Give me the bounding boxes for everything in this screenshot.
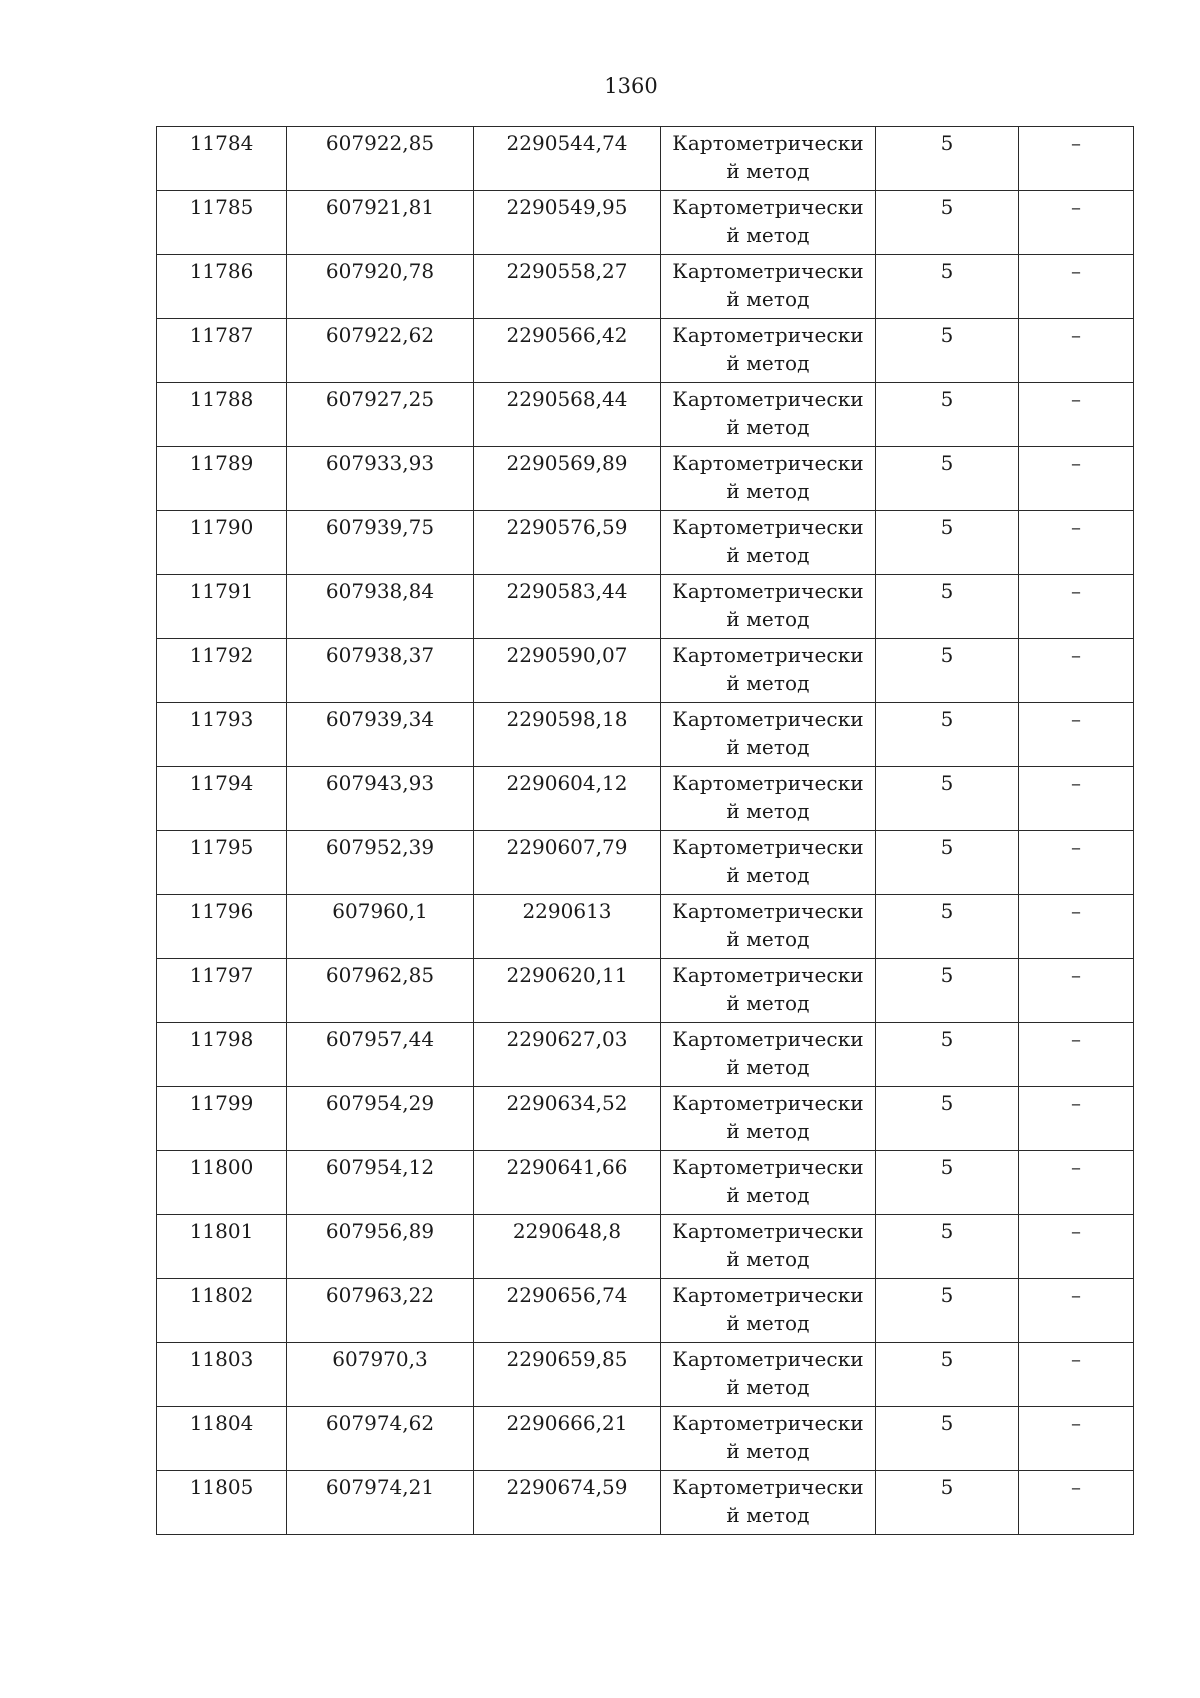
table-row — [157, 639, 1134, 703]
method-text: Картометрический метод — [672, 195, 864, 247]
point-number-text: 11788 — [189, 387, 254, 411]
y-coordinate-text: 2290566,42 — [506, 323, 628, 347]
method-cell — [661, 703, 876, 767]
table-row — [157, 127, 1134, 191]
method-cell — [661, 511, 876, 575]
point-number-cell — [157, 319, 287, 383]
method-cell — [661, 1407, 876, 1471]
x-coordinate-cell — [287, 895, 474, 959]
x-coordinate-text: 607970,3 — [332, 1347, 428, 1371]
method-text: Картометрический метод — [672, 1283, 864, 1335]
accuracy-cell — [876, 447, 1019, 511]
y-coordinate-text: 2290620,11 — [506, 963, 628, 987]
y-coordinate-cell — [474, 575, 661, 639]
accuracy-text: 5 — [940, 515, 954, 539]
point-number-cell — [157, 895, 287, 959]
point-number-cell — [157, 575, 287, 639]
note-cell — [1019, 1087, 1134, 1151]
method-cell — [661, 1279, 876, 1343]
method-text: Картометрический метод — [672, 899, 864, 951]
point-number-cell — [157, 1023, 287, 1087]
y-coordinate-cell — [474, 447, 661, 511]
x-coordinate-text: 607939,34 — [325, 707, 435, 731]
note-cell — [1019, 1343, 1134, 1407]
x-coordinate-text: 607957,44 — [325, 1027, 435, 1051]
method-text: Картометрический метод — [672, 643, 864, 695]
note-cell — [1019, 255, 1134, 319]
x-coordinate-cell — [287, 383, 474, 447]
y-coordinate-text: 2290558,27 — [506, 259, 628, 283]
method-cell — [661, 895, 876, 959]
method-text: Картометрический метод — [672, 1411, 864, 1463]
point-number-cell — [157, 1343, 287, 1407]
y-coordinate-cell — [474, 895, 661, 959]
y-coordinate-cell — [474, 255, 661, 319]
x-coordinate-text: 607920,78 — [325, 259, 435, 283]
method-cell — [661, 767, 876, 831]
accuracy-cell — [876, 703, 1019, 767]
x-coordinate-text: 607938,84 — [325, 579, 435, 603]
y-coordinate-cell — [474, 319, 661, 383]
accuracy-cell — [876, 895, 1019, 959]
method-text: Картометрический метод — [672, 1155, 864, 1207]
point-number-cell — [157, 383, 287, 447]
method-text: Картометрический метод — [672, 835, 864, 887]
y-coordinate-cell — [474, 1279, 661, 1343]
method-text: Картометрический метод — [672, 1091, 864, 1143]
point-number-text: 11795 — [189, 835, 254, 859]
x-coordinate-text: 607943,93 — [325, 771, 435, 795]
x-coordinate-text: 607956,89 — [325, 1219, 435, 1243]
table-row — [157, 831, 1134, 895]
y-coordinate-text: 2290674,59 — [506, 1475, 628, 1499]
table-row — [157, 1087, 1134, 1151]
x-coordinate-cell — [287, 511, 474, 575]
accuracy-text: 5 — [940, 1027, 954, 1051]
point-number-text: 11787 — [189, 323, 254, 347]
method-cell — [661, 319, 876, 383]
note-text: – — [1071, 1091, 1081, 1115]
point-number-text: 11789 — [189, 451, 254, 475]
y-coordinate-cell — [474, 1343, 661, 1407]
accuracy-cell — [876, 1471, 1019, 1535]
note-text: – — [1071, 835, 1081, 859]
note-cell — [1019, 1407, 1134, 1471]
y-coordinate-text: 2290576,59 — [506, 515, 628, 539]
method-cell — [661, 639, 876, 703]
x-coordinate-cell — [287, 127, 474, 191]
y-coordinate-text: 2290648,8 — [512, 1219, 622, 1243]
note-cell — [1019, 511, 1134, 575]
y-coordinate-cell — [474, 1023, 661, 1087]
point-number-cell — [157, 1407, 287, 1471]
table-row — [157, 575, 1134, 639]
x-coordinate-cell — [287, 831, 474, 895]
accuracy-text: 5 — [940, 451, 954, 475]
method-cell — [661, 831, 876, 895]
x-coordinate-cell — [287, 255, 474, 319]
accuracy-text: 5 — [940, 963, 954, 987]
point-number-text: 11796 — [189, 899, 254, 923]
note-cell — [1019, 767, 1134, 831]
note-text: – — [1071, 451, 1081, 475]
x-coordinate-cell — [287, 1151, 474, 1215]
x-coordinate-text: 607963,22 — [325, 1283, 435, 1307]
point-number-text: 11803 — [189, 1347, 254, 1371]
point-number-text: 11785 — [189, 195, 254, 219]
note-cell — [1019, 959, 1134, 1023]
point-number-cell — [157, 1215, 287, 1279]
point-number-cell — [157, 127, 287, 191]
y-coordinate-cell — [474, 831, 661, 895]
note-cell — [1019, 1215, 1134, 1279]
accuracy-cell — [876, 767, 1019, 831]
x-coordinate-cell — [287, 639, 474, 703]
accuracy-cell — [876, 1151, 1019, 1215]
x-coordinate-cell — [287, 1023, 474, 1087]
note-cell — [1019, 575, 1134, 639]
accuracy-text: 5 — [940, 1411, 954, 1435]
y-coordinate-text: 2290604,12 — [506, 771, 628, 795]
x-coordinate-text: 607954,29 — [325, 1091, 435, 1115]
x-coordinate-cell — [287, 703, 474, 767]
y-coordinate-cell — [474, 703, 661, 767]
table-row — [157, 703, 1134, 767]
accuracy-cell — [876, 639, 1019, 703]
accuracy-text: 5 — [940, 1155, 954, 1179]
x-coordinate-text: 607952,39 — [325, 835, 435, 859]
y-coordinate-cell — [474, 1471, 661, 1535]
y-coordinate-cell — [474, 639, 661, 703]
method-cell — [661, 575, 876, 639]
point-number-cell — [157, 703, 287, 767]
y-coordinate-cell — [474, 1151, 661, 1215]
accuracy-cell — [876, 191, 1019, 255]
method-text: Картометрический метод — [672, 451, 864, 503]
point-number-text: 11805 — [189, 1475, 254, 1499]
point-number-cell — [157, 831, 287, 895]
x-coordinate-text: 607962,85 — [325, 963, 435, 987]
method-cell — [661, 383, 876, 447]
accuracy-text: 5 — [940, 771, 954, 795]
method-text: Картометрический метод — [672, 131, 864, 183]
method-cell — [661, 191, 876, 255]
y-coordinate-cell — [474, 959, 661, 1023]
point-number-cell — [157, 1279, 287, 1343]
y-coordinate-text: 2290569,89 — [506, 451, 628, 475]
x-coordinate-text: 607922,85 — [325, 131, 435, 155]
note-text: – — [1071, 1219, 1081, 1243]
x-coordinate-text: 607933,93 — [325, 451, 435, 475]
y-coordinate-text: 2290607,79 — [506, 835, 628, 859]
point-number-text: 11790 — [189, 515, 254, 539]
table-body — [157, 127, 1134, 1535]
note-text: – — [1071, 1155, 1081, 1179]
accuracy-text: 5 — [940, 131, 954, 155]
table-row — [157, 1279, 1134, 1343]
y-coordinate-text: 2290641,66 — [506, 1155, 628, 1179]
accuracy-text: 5 — [940, 259, 954, 283]
y-coordinate-text: 2290583,44 — [506, 579, 628, 603]
table-row — [157, 255, 1134, 319]
accuracy-cell — [876, 1343, 1019, 1407]
point-number-text: 11800 — [189, 1155, 254, 1179]
point-number-cell — [157, 1087, 287, 1151]
point-number-text: 11798 — [189, 1027, 254, 1051]
y-coordinate-text: 2290568,44 — [506, 387, 628, 411]
y-coordinate-text: 2290598,18 — [506, 707, 628, 731]
accuracy-text: 5 — [940, 195, 954, 219]
x-coordinate-text: 607960,1 — [332, 899, 428, 923]
note-text: – — [1071, 323, 1081, 347]
y-coordinate-cell — [474, 767, 661, 831]
accuracy-cell — [876, 383, 1019, 447]
x-coordinate-cell — [287, 1279, 474, 1343]
method-text: Картометрический метод — [672, 963, 864, 1015]
y-coordinate-text: 2290634,52 — [506, 1091, 628, 1115]
y-coordinate-text: 2290627,03 — [506, 1027, 628, 1051]
point-number-text: 11804 — [189, 1411, 254, 1435]
x-coordinate-cell — [287, 1343, 474, 1407]
x-coordinate-cell — [287, 191, 474, 255]
method-cell — [661, 127, 876, 191]
note-text: – — [1071, 643, 1081, 667]
method-text: Картометрический метод — [672, 707, 864, 759]
note-text: – — [1071, 771, 1081, 795]
table-row — [157, 191, 1134, 255]
x-coordinate-text: 607974,62 — [325, 1411, 435, 1435]
y-coordinate-text: 2290656,74 — [506, 1283, 628, 1307]
note-text: – — [1071, 259, 1081, 283]
note-text: – — [1071, 515, 1081, 539]
note-text: – — [1071, 131, 1081, 155]
y-coordinate-text: 2290590,07 — [506, 643, 628, 667]
accuracy-cell — [876, 575, 1019, 639]
note-cell — [1019, 1023, 1134, 1087]
y-coordinate-text: 2290544,74 — [506, 131, 628, 155]
x-coordinate-cell — [287, 767, 474, 831]
accuracy-cell — [876, 1279, 1019, 1343]
point-number-cell — [157, 447, 287, 511]
note-text: – — [1071, 899, 1081, 923]
y-coordinate-cell — [474, 127, 661, 191]
accuracy-cell — [876, 1215, 1019, 1279]
x-coordinate-text: 607927,25 — [325, 387, 435, 411]
x-coordinate-cell — [287, 1407, 474, 1471]
note-cell — [1019, 639, 1134, 703]
point-number-text: 11786 — [189, 259, 254, 283]
accuracy-text: 5 — [940, 387, 954, 411]
point-number-text: 11792 — [189, 643, 254, 667]
point-number-text: 11802 — [189, 1283, 254, 1307]
method-cell — [661, 1087, 876, 1151]
accuracy-text: 5 — [940, 1475, 954, 1499]
accuracy-cell — [876, 127, 1019, 191]
method-text: Картометрический метод — [672, 259, 864, 311]
note-text: – — [1071, 1283, 1081, 1307]
accuracy-text: 5 — [940, 1219, 954, 1243]
accuracy-text: 5 — [940, 643, 954, 667]
method-text: Картометрический метод — [672, 1347, 864, 1399]
y-coordinate-cell — [474, 1215, 661, 1279]
note-cell — [1019, 319, 1134, 383]
point-number-cell — [157, 255, 287, 319]
y-coordinate-cell — [474, 1407, 661, 1471]
table-row — [157, 767, 1134, 831]
table-row — [157, 1215, 1134, 1279]
method-text: Картометрический метод — [672, 515, 864, 567]
y-coordinate-text: 2290613 — [522, 899, 612, 923]
coordinates-table — [156, 126, 1134, 1535]
point-number-text: 11799 — [189, 1091, 254, 1115]
note-cell — [1019, 447, 1134, 511]
accuracy-text: 5 — [940, 1283, 954, 1307]
accuracy-cell — [876, 511, 1019, 575]
point-number-cell — [157, 639, 287, 703]
note-cell — [1019, 703, 1134, 767]
x-coordinate-text: 607922,62 — [325, 323, 435, 347]
table-row — [157, 1023, 1134, 1087]
x-coordinate-cell — [287, 575, 474, 639]
note-text: – — [1071, 195, 1081, 219]
accuracy-cell — [876, 831, 1019, 895]
method-cell — [661, 1471, 876, 1535]
point-number-text: 11784 — [189, 131, 254, 155]
accuracy-cell — [876, 1407, 1019, 1471]
x-coordinate-cell — [287, 1087, 474, 1151]
x-coordinate-text: 607954,12 — [325, 1155, 435, 1179]
table-row — [157, 511, 1134, 575]
point-number-cell — [157, 191, 287, 255]
table-row — [157, 959, 1134, 1023]
note-text: – — [1071, 1027, 1081, 1051]
x-coordinate-text: 607938,37 — [325, 643, 435, 667]
accuracy-text: 5 — [940, 323, 954, 347]
accuracy-text: 5 — [940, 579, 954, 603]
note-cell — [1019, 383, 1134, 447]
table-row — [157, 1407, 1134, 1471]
note-cell — [1019, 1279, 1134, 1343]
note-cell — [1019, 191, 1134, 255]
method-cell — [661, 1151, 876, 1215]
y-coordinate-text: 2290666,21 — [506, 1411, 628, 1435]
table-row — [157, 1343, 1134, 1407]
point-number-cell — [157, 511, 287, 575]
page-number: 1360 — [604, 74, 658, 98]
method-text: Картометрический метод — [672, 323, 864, 375]
accuracy-cell — [876, 1023, 1019, 1087]
method-cell — [661, 255, 876, 319]
note-text: – — [1071, 963, 1081, 987]
x-coordinate-cell — [287, 1215, 474, 1279]
note-text: – — [1071, 1347, 1081, 1371]
method-cell — [661, 1343, 876, 1407]
y-coordinate-text: 2290549,95 — [506, 195, 628, 219]
method-cell — [661, 1023, 876, 1087]
note-text: – — [1071, 579, 1081, 603]
method-text: Картометрический метод — [672, 579, 864, 631]
note-cell — [1019, 127, 1134, 191]
method-text: Картометрический метод — [672, 387, 864, 439]
x-coordinate-cell — [287, 1471, 474, 1535]
accuracy-cell — [876, 959, 1019, 1023]
y-coordinate-text: 2290659,85 — [506, 1347, 628, 1371]
table-row — [157, 319, 1134, 383]
x-coordinate-text: 607921,81 — [325, 195, 435, 219]
point-number-text: 11791 — [189, 579, 254, 603]
method-text: Картометрический метод — [672, 1475, 864, 1527]
table-row — [157, 1151, 1134, 1215]
method-text: Картометрический метод — [672, 1219, 864, 1271]
note-text: – — [1071, 1411, 1081, 1435]
accuracy-text: 5 — [940, 707, 954, 731]
point-number-cell — [157, 1471, 287, 1535]
accuracy-text: 5 — [940, 899, 954, 923]
method-cell — [661, 959, 876, 1023]
x-coordinate-text: 607974,21 — [325, 1475, 435, 1499]
x-coordinate-cell — [287, 447, 474, 511]
note-cell — [1019, 1471, 1134, 1535]
table-row — [157, 895, 1134, 959]
table-row — [157, 1471, 1134, 1535]
y-coordinate-cell — [474, 191, 661, 255]
table-row — [157, 447, 1134, 511]
method-text: Картометрический метод — [672, 771, 864, 823]
note-cell — [1019, 831, 1134, 895]
note-cell — [1019, 1151, 1134, 1215]
point-number-text: 11794 — [189, 771, 254, 795]
x-coordinate-cell — [287, 959, 474, 1023]
accuracy-text: 5 — [940, 1347, 954, 1371]
accuracy-text: 5 — [940, 1091, 954, 1115]
point-number-text: 11793 — [189, 707, 254, 731]
x-coordinate-text: 607939,75 — [325, 515, 435, 539]
note-text: – — [1071, 387, 1081, 411]
y-coordinate-cell — [474, 511, 661, 575]
point-number-cell — [157, 959, 287, 1023]
method-text: Картометрический метод — [672, 1027, 864, 1079]
x-coordinate-cell — [287, 319, 474, 383]
accuracy-cell — [876, 255, 1019, 319]
point-number-cell — [157, 1151, 287, 1215]
y-coordinate-cell — [474, 1087, 661, 1151]
point-number-cell — [157, 767, 287, 831]
point-number-text: 11797 — [189, 963, 254, 987]
accuracy-cell — [876, 319, 1019, 383]
accuracy-cell — [876, 1087, 1019, 1151]
y-coordinate-cell — [474, 383, 661, 447]
method-cell — [661, 1215, 876, 1279]
method-cell — [661, 447, 876, 511]
note-text: – — [1071, 707, 1081, 731]
note-text: – — [1071, 1475, 1081, 1499]
note-cell — [1019, 895, 1134, 959]
table-row — [157, 383, 1134, 447]
point-number-text: 11801 — [189, 1219, 254, 1243]
accuracy-text: 5 — [940, 835, 954, 859]
